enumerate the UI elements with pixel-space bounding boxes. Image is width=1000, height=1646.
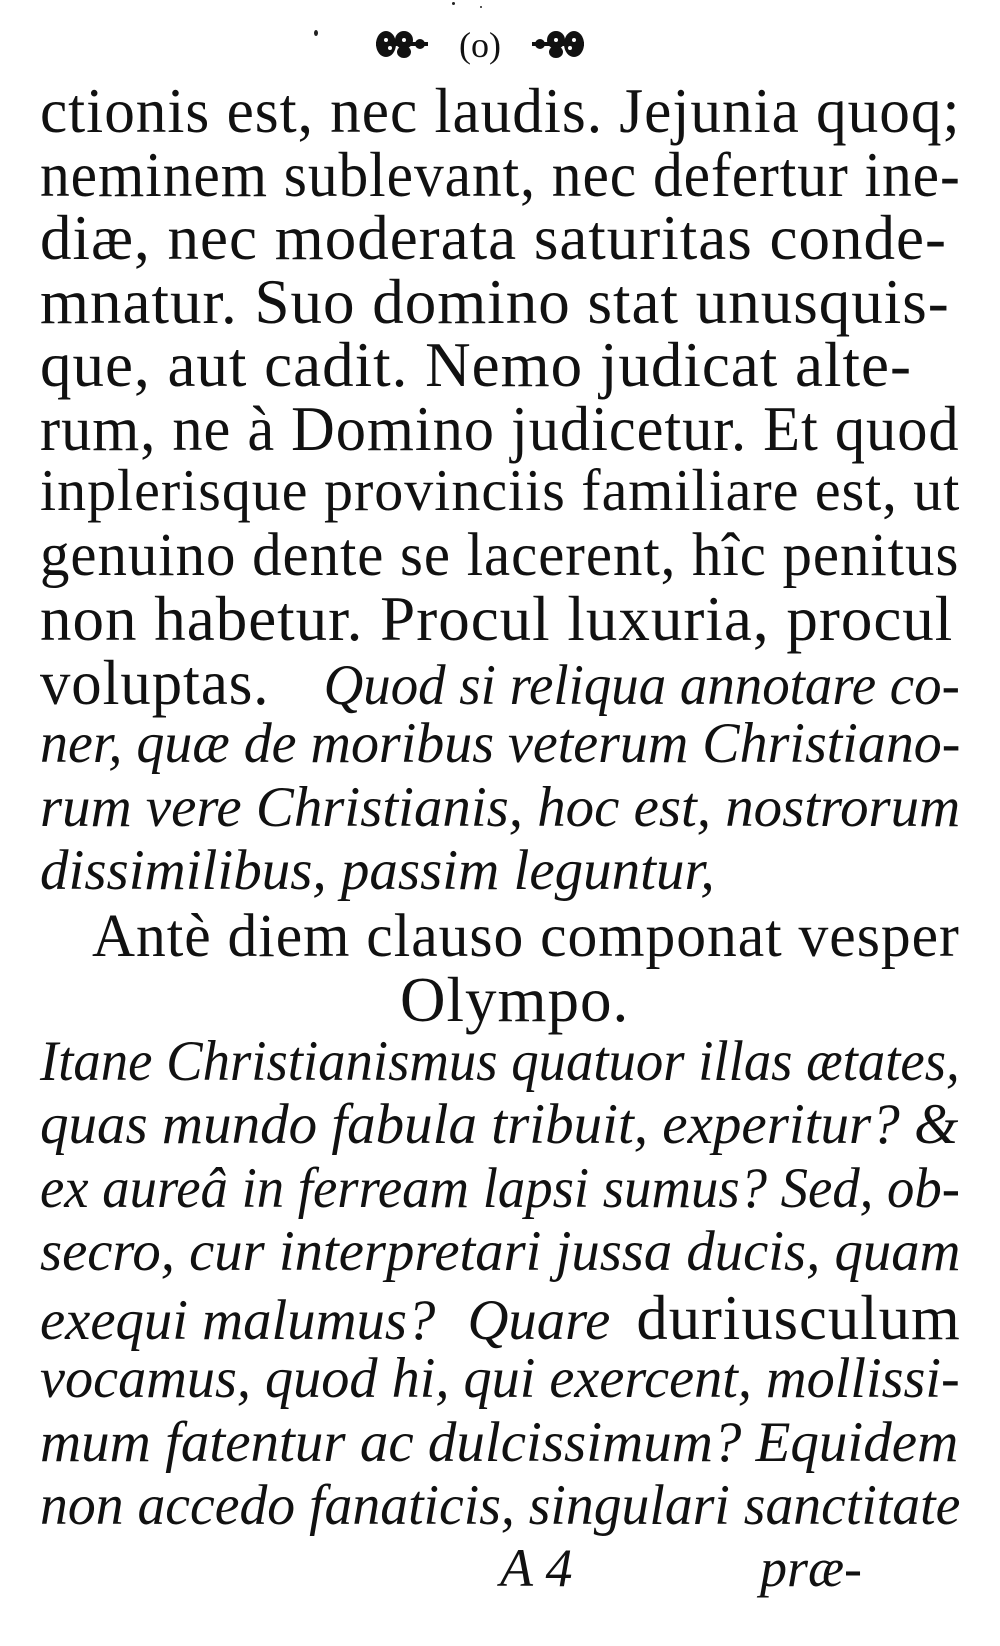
headpiece-ornament <box>370 18 590 70</box>
italic-text-line: secro, cur interpretari jussa ducis, quam <box>40 1220 961 1283</box>
verse-line: Olympo. <box>400 965 630 1035</box>
italic-segment: Quare <box>467 1288 611 1352</box>
text-line: non habetur. Procul luxuria, procul <box>40 584 954 654</box>
italic-text-line: quas mundo fabula tribuit, experitur? & <box>40 1093 959 1156</box>
verse-line: Antè diem clauso componat vesper <box>92 902 960 970</box>
ornament-center: (o) <box>459 25 501 65</box>
text-line: inplerisque provinciis familiare est, ut <box>40 457 961 523</box>
italic-text-line: ner, quæ de moribus veterum Christiano- <box>40 712 961 775</box>
ink-speck <box>314 30 318 36</box>
roman-segment: duriusculum <box>636 1282 961 1353</box>
italic-text-line: rum vere Christianis, hoc est, nostrorum <box>40 775 961 839</box>
italic-segment: Quod si reliqua annotare co- <box>323 653 960 717</box>
text-line: rum, ne à Domino judicetur. Et quod <box>40 393 960 464</box>
italic-text-line: Itane Christianismus quatuor illas ætates, <box>40 1029 960 1093</box>
roman-segment: voluptas. <box>40 647 270 718</box>
italic-text-line: ex aureâ in ferream lapsi sumus? Sed, ob- <box>40 1156 960 1220</box>
italic-segment: exequi malumus? <box>40 1288 436 1352</box>
italic-text-line: non accedo fanaticis, singulari sanctitate <box>40 1474 961 1537</box>
italic-text-line: mum fatentur ac dulcissimum? Equidem <box>40 1410 959 1474</box>
italic-text-line: vocamus, quod hi, qui exercent, mollissi- <box>40 1347 960 1410</box>
signature-mark: A 4 <box>500 1537 573 1598</box>
text-line: ctionis est, nec laudis. Jejunia quoq; <box>40 76 961 146</box>
ink-speck <box>452 2 455 5</box>
text-line: mnatur. Suo domino stat unusquis- <box>40 266 950 337</box>
text-line: que, aut cadit. Nemo judicat alte- <box>40 330 912 400</box>
mixed-text-line <box>40 1282 961 1353</box>
text-line: diæ, nec moderata saturitas conde- <box>40 203 947 273</box>
ink-speck <box>480 6 482 8</box>
text-line: neminem sublevant, nec defertur ine- <box>40 139 961 210</box>
catchword: præ- <box>760 1537 863 1598</box>
mixed-text-line <box>40 647 960 718</box>
text-line: genuino dente se lacerent, hîc penitus <box>40 521 960 589</box>
italic-text-line: dissimilibus, passim leguntur, <box>40 839 715 902</box>
